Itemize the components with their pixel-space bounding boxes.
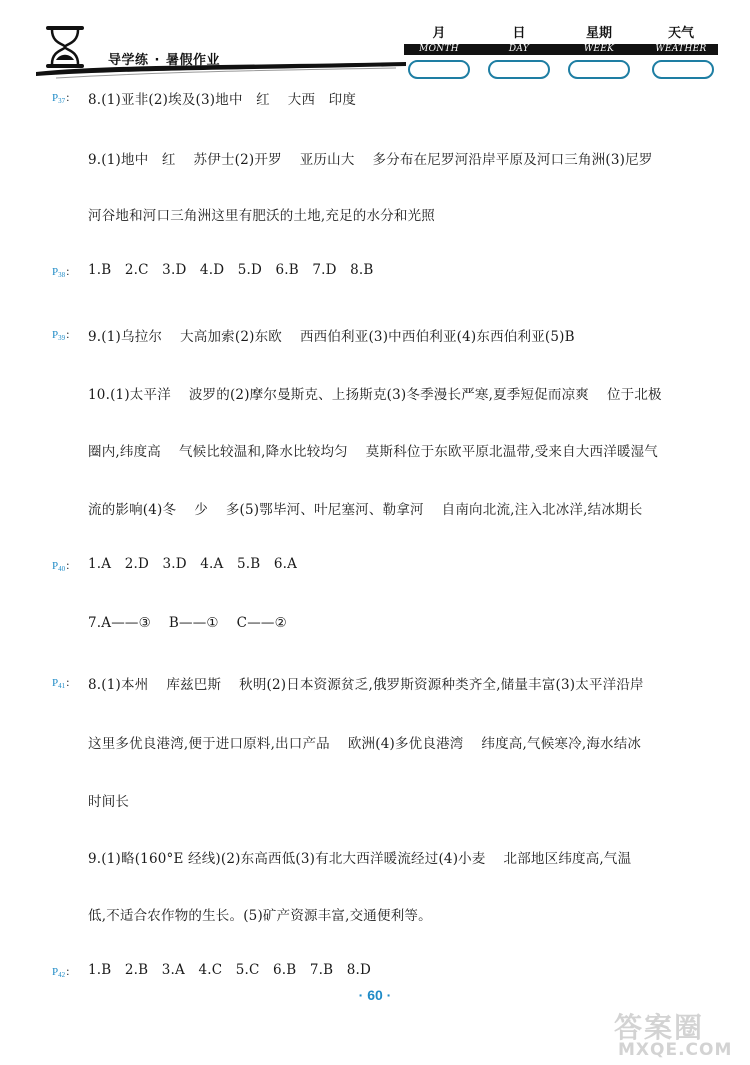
watermark-url: MXQE.COM xyxy=(618,1040,733,1060)
page-number: · 60 · xyxy=(358,987,392,1003)
brand-subtitle: 暑假作业 xyxy=(165,53,220,68)
answer-line: 9.(1)乌拉尔 大高加索(2)东欧 西西伯利亚(3)中西伯利亚(4)东西伯利亚(5)B xyxy=(88,329,575,345)
answer-line: 低,不适合农作物的生长。(5)矿产资源丰富,交通便利等。 xyxy=(88,908,432,924)
page-tag-39: $P_{39}$: xyxy=(52,327,70,342)
month-field[interactable] xyxy=(408,60,470,79)
answer-line: 8.(1)本州 库兹巴斯 秋明(2)日本资源贫乏,俄罗斯资源种类齐全,储量丰富(3)太平洋沿岸 xyxy=(88,677,644,693)
answer-line: 1.B 2.C 3.D 4.D 5.D 6.B 7.D 8.B xyxy=(88,262,374,278)
answer-line: 10.(1)太平洋 波罗的(2)摩尔曼斯克、上扬斯克(3)冬季漫长严寒,夏季短促而凉爽 位于北极 xyxy=(88,387,662,403)
answer-line: 这里多优良港湾,便于进口原料,出口产品 欧洲(4)多优良港湾 纬度高,气候寒冷,海水结冰 xyxy=(88,736,642,752)
page-tag-40: $P_{40}$: xyxy=(52,558,70,573)
header-swoosh xyxy=(36,60,406,82)
answer-line: 7.A——③ B——① C——② xyxy=(88,615,287,631)
week-en-label: WEEK xyxy=(583,44,615,54)
day-field[interactable] xyxy=(488,60,550,79)
answer-line: 1.B 2.B 3.A 4.C 5.C 6.B 7.B 8.D xyxy=(88,962,372,978)
day-en-label: DAY xyxy=(508,44,530,54)
answer-line: 9.(1)略(160°E 经线)(2)东高西低(3)有北大西洋暖流经过(4)小麦 北部地区纬度高,气温 xyxy=(88,851,632,867)
page-tag-42: $P_{42}$: xyxy=(52,964,70,979)
brand-separator: · xyxy=(154,53,160,68)
page-tag-37: $P_{37}$: xyxy=(52,90,70,105)
weather-en-label: WEATHER xyxy=(655,44,707,54)
page-tag-38: $P_{38}$: xyxy=(52,264,70,279)
page-tag-41: $P_{41}$: xyxy=(52,675,70,690)
answer-line: 时间长 xyxy=(88,794,130,810)
answer-line: 流的影响(4)冬 少 多(5)鄂毕河、叶尼塞河、勒拿河 自南向北流,注入北冰洋,结冰期长 xyxy=(88,502,643,518)
answer-line: 圈内,纬度高 气候比较温和,降水比较均匀 莫斯科位于东欧平原北温带,受来自大西洋暖湿气 xyxy=(88,444,659,460)
answer-line: 河谷地和河口三角洲这里有肥沃的土地,充足的水分和光照 xyxy=(88,208,435,224)
brand-title: 导学练 xyxy=(108,53,149,68)
month-en-label: MONTH xyxy=(419,44,459,54)
answer-line: 9.(1)地中 红 苏伊士(2)开罗 亚历山大 多分布在尼罗河沿岸平原及河口三角洲(3)尼罗 xyxy=(88,152,653,168)
month-label: 月 xyxy=(432,26,446,41)
week-label: 星期 xyxy=(585,26,612,41)
day-label: 日 xyxy=(512,26,526,41)
watermark-text: 答案圈 xyxy=(614,1011,705,1044)
weather-label: 天气 xyxy=(667,26,694,41)
watermark xyxy=(612,1006,748,1064)
answer-line: 8.(1)亚非(2)埃及(3)地中 红 大西 印度 xyxy=(88,92,357,108)
week-field[interactable] xyxy=(568,60,630,79)
answer-line: 1.A 2.D 3.D 4.A 5.B 6.A xyxy=(88,556,298,572)
date-weather-header xyxy=(404,22,718,82)
weather-field[interactable] xyxy=(652,60,714,79)
